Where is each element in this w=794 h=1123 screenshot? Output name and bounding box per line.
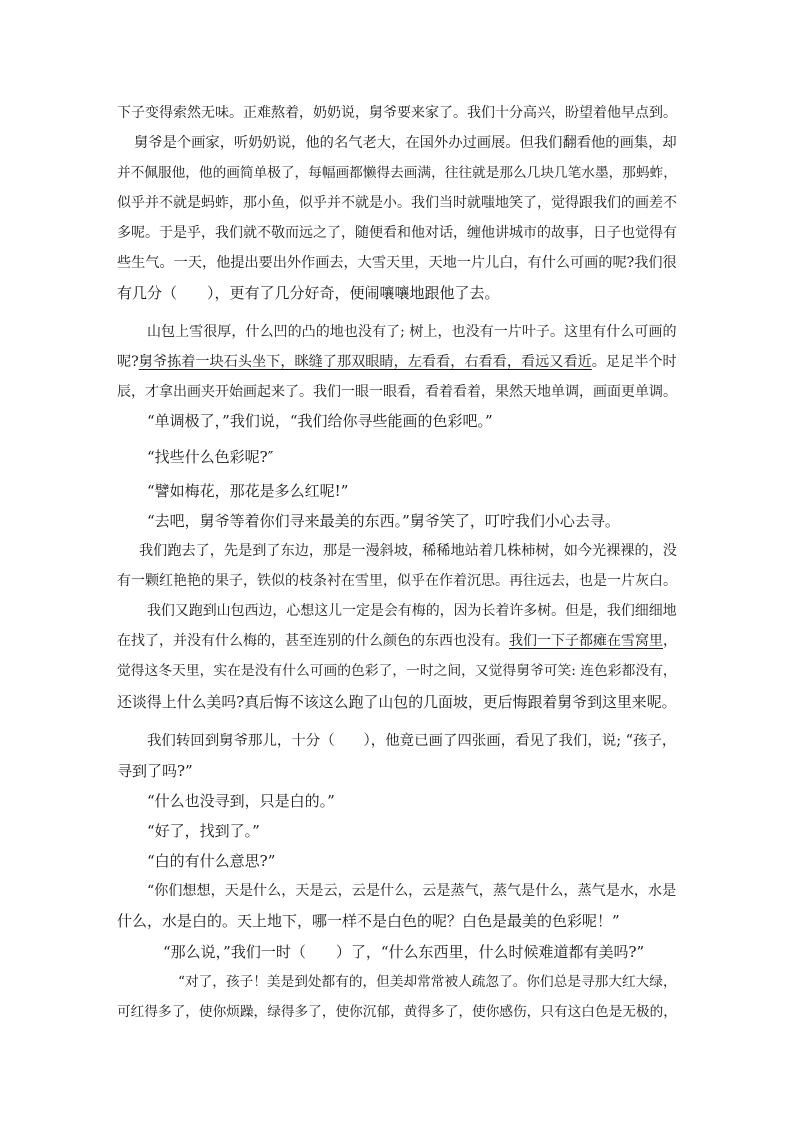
text-segment: “对了，孩子！美是到处都有的，但美却常常被人疏忽了。你们总是寻那大红大绿， — [178, 974, 677, 990]
text-segment: 可红得多了，使你烦躁，绿得多了，使你沉郁，黄得多了，使你感伤，只有这白色是无极的， — [117, 1004, 677, 1020]
text-line — [117, 193, 677, 213]
text-line — [147, 411, 493, 431]
text-segment: “什么也没寻到，只是白的。” — [147, 792, 335, 810]
text-segment: “找些什么色彩呢?″ — [147, 448, 274, 466]
text-line — [117, 571, 677, 591]
text-segment: 还谈得上什么美吗?真后悔不该这么跑了山包的几面坡，更后悔跟着舅爷到这里来呢。 — [117, 693, 677, 711]
text-segment: 。足足半个时 — [591, 354, 677, 370]
text-segment: 舅爷是个画家，听奶奶说，他的名气老大，在国外办过画展。但我们翻看他的画集，却 — [134, 135, 677, 151]
text-segment: 我们跑去了，先是到了东边，那是一漫斜坡，稀稀地站着几株柿树，如今光裸裸的，没 — [139, 543, 677, 559]
text-line — [134, 133, 677, 153]
text-line — [147, 881, 676, 901]
text-line — [147, 481, 348, 501]
text-line — [117, 692, 677, 712]
text-segment: “单调极了，”我们说，“我们给你寻些能画的色彩吧。” — [147, 412, 493, 430]
text-segment: 并不佩服他，他的画简单极了，每幅画都懒得去画满，往往就是那么几块几笔水墨，那蚂蚱， — [117, 165, 677, 181]
text-line — [117, 761, 193, 781]
text-segment: 下子变得索然无味。正难熬着，奶奶说，舅爷要来家了。我们十分高兴，盼望着他早点到。 — [117, 105, 677, 121]
underlined-text: 舅爷拣着一块石头坐下，眯缝了那双眼睛，左看看，右看看，看远又看近 — [138, 354, 592, 370]
text-line — [117, 283, 500, 303]
text-segment: 觉得这冬天里，实在是没有什么可画的色彩了，一时之间，又觉得舅爷可笑: 连色彩都没有， — [117, 663, 677, 679]
text-segment: 寻到了吗?” — [117, 762, 193, 780]
text-line — [117, 103, 677, 123]
text-segment: 在找了，并没有什么梅的，甚至连别的什么颜色的东西也没有。 — [117, 633, 509, 649]
text-segment: 什么，水是白的。天上地下，哪一样不是白色的呢？白色是最美的色彩呢！” — [117, 912, 620, 930]
text-segment: 些生气。一天，他提出要出外作画去，大雪天里，天地一片儿白，有什么可画的呢?我们很 — [117, 255, 677, 271]
text-line — [147, 821, 260, 841]
text-line — [117, 631, 677, 651]
text-line — [147, 731, 676, 751]
text-line — [117, 1002, 677, 1022]
text-line — [117, 163, 677, 183]
text-line — [147, 601, 677, 621]
text-segment: 我们转回到舅爷那儿，十分（ ），他竟已画了四张画，看见了我们，说; “孩子， — [147, 733, 677, 749]
text-line — [147, 447, 273, 467]
text-line — [117, 911, 620, 931]
text-segment: “白的有什么意思?” — [147, 852, 276, 870]
text-line — [178, 972, 677, 992]
text-segment: “好了，找到了。” — [147, 822, 260, 840]
text-line — [117, 253, 677, 273]
text-line — [147, 511, 620, 531]
text-line — [163, 942, 644, 962]
text-segment: “你们想想，天是什么，天是云，云是什么，云是蒸气，蒸气是什么，蒸气是水，水是 — [147, 883, 677, 899]
text-segment: 有一颗红艳艳的果子，铁似的枝条衬在雪里，似乎在作着沉思。再往远去，也是一片灰白。 — [117, 573, 677, 589]
text-line — [147, 851, 275, 871]
text-segment: 有几分（ ），更有了几分好奇，便闹嚷嚷地跟他了去。 — [117, 284, 500, 302]
text-line — [147, 322, 677, 342]
text-segment: 山包上雪很厚，什么凹的凸的地也没有了; 树上，也没有一片叶子。这里有什么可画的 — [147, 324, 677, 340]
text-segment: 辰，才拿出画夹开始画起来了。我们一眼一眼看，看着看着，果然天地单调，画面更单调。 — [117, 384, 677, 400]
text-segment: “去吧，舅爷等着你们寻来最美的东西。”舅爷笑了，叮咛我们小心去寻。 — [147, 512, 620, 530]
text-segment: 似乎并不就是蚂蚱，那小鱼，似乎并不就是小。我们当时就嗤地笑了，觉得跟我们的画差不 — [117, 195, 677, 211]
text-line — [117, 352, 677, 372]
text-segment: 多呢。于是乎，我们就不敬而远之了，随便看和他对话，缠他讲城市的故事，日子也觉得有 — [117, 225, 677, 241]
text-segment: “那么说，”我们一时（ ）了，“什么东西里，什么时候难道都有美吗?” — [163, 943, 645, 961]
text-line — [139, 541, 677, 561]
text-line — [117, 382, 677, 402]
text-segment: ， — [663, 633, 677, 649]
underlined-text: 我们一下子都瘫在雪窝里 — [509, 633, 663, 649]
text-line — [147, 791, 335, 811]
text-line — [117, 661, 677, 681]
text-line — [117, 223, 677, 243]
text-segment: 我们又跑到山包西边，心想这儿一定是会有梅的，因为长着许多树。但是，我们细细地 — [147, 603, 677, 619]
text-segment: “譬如梅花，那花是多么红呢!” — [147, 482, 349, 500]
text-segment: 呢? — [117, 354, 139, 370]
